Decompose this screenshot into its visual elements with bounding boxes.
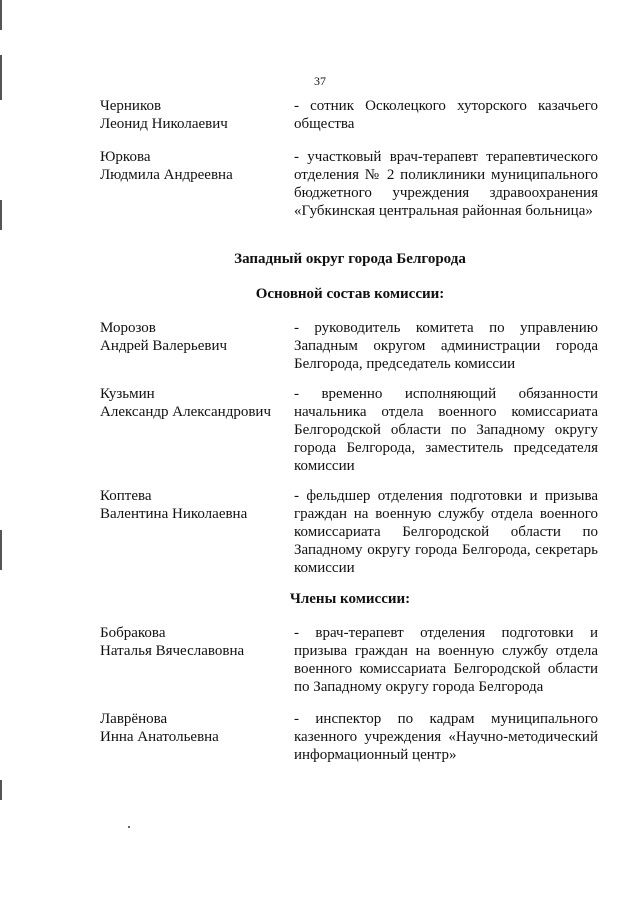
scan-edge-mark: [0, 200, 2, 230]
scan-edge-mark: [0, 780, 2, 800]
members-heading: Члены комиссии:: [289, 591, 411, 607]
person-given-name: Леонид Николаевич: [100, 116, 228, 132]
person-role: - врач-терапевт отделения подготовки и призыва граждан на военную службу отдела военного комиссариата Белгородской области по Западному округу города Белгорода: [294, 625, 598, 695]
person-surname: Морозов: [100, 320, 156, 336]
scan-edge-mark: [0, 530, 2, 570]
person-name: [100, 487, 280, 523]
person-surname: Кузьмин: [100, 386, 155, 402]
scan-speck: [128, 826, 130, 828]
person-surname: Юркова: [100, 149, 151, 165]
person-given-name: Инна Анатольевна: [100, 729, 219, 745]
person-role: - сотник Осколецкого хуторского казачьего общества: [294, 98, 598, 132]
person-role: - участковый врач-терапевт терапевтического отделения № 2 поликлиники муниципального бюджетного учреждения здравоохранения «Губкинская центральная районная больница»: [294, 149, 598, 219]
district-heading: Западный округ города Белгорода: [234, 251, 466, 267]
person-name: [100, 385, 280, 421]
page-number: 37: [314, 74, 326, 88]
person-surname: Черников: [100, 98, 162, 114]
person-role: - временно исполняющий обязанности начальника отдела военного комиссариата Белгородской области по Западному округу города Белгорода, заместитель председателя комиссии: [294, 386, 598, 474]
person-given-name: Александр Александрович: [100, 404, 271, 420]
person-name: [100, 710, 280, 746]
person-surname: Бобракова: [100, 625, 166, 641]
scan-edge-mark: [0, 0, 2, 30]
person-given-name: Людмила Андреевна: [100, 167, 233, 183]
person-given-name: Наталья Вячеславовна: [100, 643, 245, 659]
person-role: - фельдшер отделения подготовки и призыва граждан на военную службу отдела военного комиссариата Белгородской области по Западному округу города Белгорода, секретарь комиссии: [294, 488, 598, 576]
person-role: - руководитель комитета по управлению Западным округом администрации города Белгорода, председатель комиссии: [294, 320, 598, 372]
person-surname: Коптева: [100, 488, 152, 504]
person-name: [100, 319, 280, 355]
person-role: - инспектор по кадрам муниципального казенного учреждения «Научно-методический информационный центр»: [294, 711, 598, 763]
person-given-name: Валентина Николаевна: [100, 506, 248, 522]
person-name: [100, 97, 280, 133]
person-name: [100, 148, 280, 184]
person-surname: Лаврёнова: [100, 711, 168, 727]
person-given-name: Андрей Валерьевич: [100, 338, 228, 354]
main-staff-heading: Основной состав комиссии:: [255, 286, 445, 302]
person-name: [100, 624, 280, 660]
